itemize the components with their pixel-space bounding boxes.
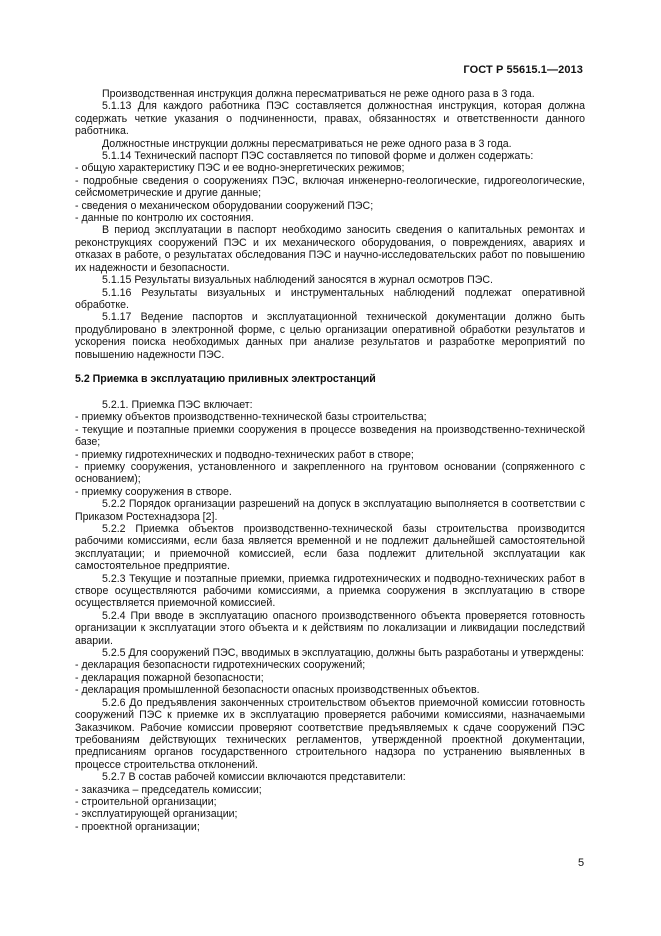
paragraph: 5.1.17 Ведение паспортов и эксплуатационной технической документации должно быть продублировано в электронной форме, с целью организации оперативной обработки результатов и ускорения поиска необходимых данных при анализе результатов и разработке мероприятий по повышению надежности ПЭС. [75,311,585,361]
paragraph: - сведения о механическом оборудовании сооружений ПЭС; [75,199,374,212]
section-heading: 5.2 Приемка в эксплуатацию приливных электростанций [75,372,376,385]
paragraph: - приемку объектов производственно-технической базы строительства; [75,411,427,424]
paragraph: - декларация безопасности гидротехнических сооружений; [75,659,366,672]
paragraph: - строительной организации; [75,795,217,808]
paragraph: 5.1.13 Для каждого работника ПЭС составляется должностная инструкция, которая должна содержать четкие указания о подчиненности, правах, обязанностях и ответственности данного работника. [75,100,585,138]
paragraph: - текущие и поэтапные приемки сооружения в процессе возведения на производственно-технической базе; [75,423,585,449]
paragraph: 5.2.7 В состав рабочей комиссии включаются представители: [102,771,406,784]
paragraph: 5.2.6 До предъявления законченных строительством объектов приемочной комиссии готовность сооружений ПЭС к приемке их в эксплуатацию проверяется рабочими комиссиями, назначаемыми Заказчиком. Рабочие комиссии проверяют соответствие предъявляемых к сдаче сооружений ПЭС требованиям действующих технических регламентов, утвержденной проектной документации, предписаниям органов государственного строительного надзора по устранению выявленных в процессе строительства отклонений. [75,696,585,771]
paragraph: - приемку гидротехнических и подводно-технических работ в створе; [75,448,414,461]
document-code-header: ГОСТ Р 55615.1—2013 [463,64,583,76]
paragraphs-bottom [75,399,585,833]
paragraph: - подробные сведения о сооружениях ПЭС, включая инженерно-геологические, гидрогеологические, сейсмометрические и другие данные; [75,174,585,200]
paragraph: - эксплуатирующей организации; [75,808,238,821]
paragraph: 5.1.16 Результаты визуальных и инструментальных наблюдений подлежат оперативной обработке. [75,286,585,311]
paragraph: 5.2.2 Порядок организации разрешений на допуск в эксплуатацию выполняется в соответствии с Приказом Ростехнадзора [2]. [75,498,585,523]
paragraph: - общую характеристику ПЭС и ее водно-энергетических режимов; [75,162,405,175]
paragraph: - проектной организации; [75,820,200,833]
paragraph: 5.2.2 Приемка объектов производственно-технической базы строительства производится рабочими комиссиями, если база является временной и не подлежит дальнейшей самостоятельной эксплуатации; и приемочной комиссией, если база подлежит длительной эксплуатации как самостоятельное предприятие. [75,523,585,573]
paragraph: 5.2.1. Приемка ПЭС включает: [102,398,253,411]
paragraph: 5.2.5 Для сооружений ПЭС, вводимых в эксплуатацию, должны быть разработаны и утверждены: [102,647,585,660]
paragraphs-top [75,88,585,361]
paragraph: 5.1.15 Результаты визуальных наблюдений заносятся в журнал осмотров ПЭС. [102,274,493,287]
paragraph: - данные по контролю их состояния. [75,212,254,225]
paragraph: - декларация промышленной безопасности опасных производственных объектов. [75,684,480,697]
paragraph: Производственная инструкция должна пересматриваться не реже одного раза в 3 года. [102,88,535,100]
page-number: 5 [578,857,585,869]
paragraph: 5.1.14 Технический паспорт ПЭС составляется по типовой форме и должен содержать: [102,150,534,163]
paragraph: - приемку сооружения в створе. [75,485,232,498]
paragraph: - приемку сооружения, установленного и закрепленного на грунтовом основании (сопряженного с основанием); [75,460,585,486]
page-body [75,88,585,833]
paragraph: - заказчика – председатель комиссии; [75,783,262,796]
paragraph: 5.2.3 Текущие и поэтапные приемки, приемка гидротехнических и подводно-технических работ в створе осуществляются рабочими комиссиями, а приемка сооружения в эксплуатацию в створе осуществляется приемочной комиссией. [75,572,585,610]
paragraph: - декларация пожарной безопасности; [75,671,264,684]
paragraph: В период эксплуатации в паспорт необходимо заносить сведения о капитальных ремонтах и реконструкциях сооружений ПЭС и их механического оборудования, о повреждениях, авариях и отказах в работе, о результатах обследования ПЭС и научно-исследовательских работ по повышению их надежности и безопасности. [75,224,585,274]
paragraph: 5.2.4 При вводе в эксплуатацию опасного производственного объекта проверяется готовность организации к эксплуатации этого объекта и к действиям по локализации и ликвидации последствий аварии. [75,609,585,647]
paragraph: Должностные инструкции должны пересматриваться не реже одного раза в 3 года. [102,137,512,150]
